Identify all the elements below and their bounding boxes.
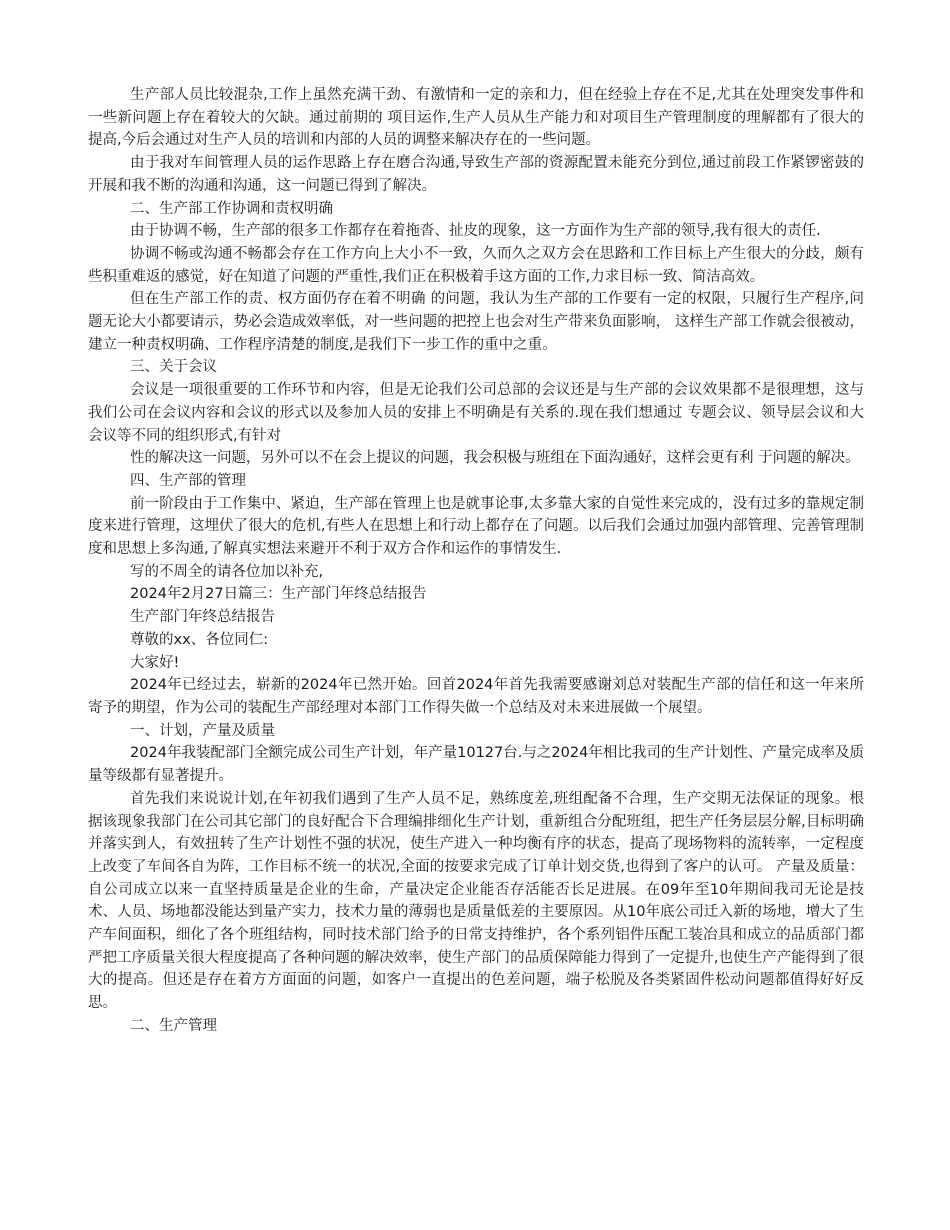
section-heading-management: 四、生产部的管理 [130, 472, 247, 489]
greeting: 大家好! [130, 654, 180, 671]
section-heading-coordination: 二、生产部工作协调和责权明确 [130, 200, 334, 217]
paragraph-meetings: 会议是一项很重要的工作环节和内容，但是无论我们公司总部的会议还是与生产部的会议效果都不是很理想，这与我们公司在会议内容和会议的形式以及参加人员的安排上不明确是有关系的.现在我们想通过 专题会议、领导层会议和大会议等不同的组织形式,有针对 [88, 382, 864, 444]
section-heading-meetings: 三、关于会议 [130, 359, 218, 376]
paragraph-meetings-continued: 性的解决这一问题，另外可以不在会上提议的问题，我会积极与班组在下面沟通好，这样会更有利 于问题的解决。 [130, 450, 860, 467]
paragraph-staff-experience: 生产部人员比较混杂,工作上虽然充满干劲、有激情和一定的亲和力，但在经验上存在不足,尤其在处理突发事件和一些新问题上存在着较大的欠缺。通过前期的 项目运作,生产人员从生产能力和对项目生产管理制度的理解都有了很大的提高,今后会通过对生产人员的培训和内部的人员的调整来解决存在的一些问题。 [88, 87, 864, 149]
report-title: 生产部门年终总结报告 [130, 609, 276, 626]
section-heading-plan-output-quality: 一、计划，产量及质量 [130, 722, 276, 739]
section-heading-production-management: 二、生产管理 [130, 1017, 218, 1034]
date-line: 2024年2月27日篇三：生产部门年终总结报告 [130, 586, 427, 603]
paragraph-annual-output: 2024年我装配部门全额完成公司生产计划，年产量10127台.与之2024年相比我司的生产计划性、产量完成率及质量等级都有显著提升。 [88, 745, 864, 785]
document-page [88, 84, 864, 1038]
paragraph-workshop-communication: 由于我对车间管理人员的运作思路上存在磨合沟通,导致生产部的资源配置未能充分到位,通过前段工作紧锣密鼓的开展和我不断的沟通和沟通，这一问题已得到了解决。 [88, 155, 864, 194]
paragraph-management: 前一阶段由于工作集中、紧迫，生产部在管理上也是就事论事,太多靠大家的自觉性来完成的，没有过多的靠规定制度来进行管理，这埋伏了很大的危机,有些人在思想上和行动上都存在了问题。以后我们会通过加强内部管理、完善管理制度和思想上多沟通,了解真实想法来避开不利于双方合作和运作的事情发生. [88, 495, 864, 558]
paragraph-closing-remark: 写的不周全的请各位加以补充, [130, 563, 324, 580]
paragraph-introduction: 2024年已经过去，崭新的2024年已然开始。回首2024年首先我需要感谢刘总对装配生产部的信任和这一年来所寄予的期望，作为公司的装配生产部经理对本部门工作得失做一个总结及对未来进展做一个展望。 [88, 677, 864, 716]
paragraph-coordination-problem: 由于协调不畅，生产部的很多工作都存在着拖沓、扯皮的现象，这一方面作为生产部的领导,我有很大的责任. [130, 223, 821, 240]
paragraph-responsibility: 但在生产部工作的责、权方面仍存在着不明确 的问题，我认为生产部的工作要有一定的权限，只履行生产程序,问题无论大小都要请示，势必会造成效率低，对一些问题的把控上也会对生产带来负面影响， 这样生产部工作就会很被动，建立一种责权明确、工作程序清楚的制度,是我们下一步工作的重中之重。 [88, 291, 864, 353]
paragraph-coordination-effects: 协调不畅或沟通不畅都会存在工作方向上大小不一致，久而久之双方会在思路和工作目标上产生很大的分歧，颇有些积重难返的感觉，好在知道了问题的严重性,我们正在积极着手这方面的工作,力求目标一致、简洁高效。 [88, 245, 864, 285]
salutation: 尊敬的xx、各位同仁: [130, 631, 269, 648]
paragraph-plan-and-quality: 首先我们来说说计划,在年初我们遇到了生产人员不足，熟练度差,班组配备不合理，生产交期无法保证的现象。根据该现象我部门在公司其它部门的良好配合下合理编排细化生产计划，重新组合分配班组，把生产任务层层分解,目标明确并落实到人，有效扭转了生产计划性不强的状况，使生产进入一种均衡有序的状态，提高了现场物料的流转率，一定程度上改变了车间各自为阵，工作目标不统一的状况,全面的按要求完成了订单计划交货,也得到了客户的认可。 产量及质量：自公司成立以来一直坚持质量是企业的生命，产量决定企业能否存活能否长足进展。在09年至10年期间我司无论是技术、人员、场地都没能达到量产实力，技术力量的薄弱也是质量低差的主要原因。从10年底公司迁入新的场地，增大了生产车间面积，细化了各个班组结构，同时技术部门给予的日常支持维护，各个系列铝件压配工装冶具和成立的品质部门都严把工序质量关很大程度提高了各种问题的解决效率，使生产部门的品质保障能力得到了一定提升,也使生产产能得到了很大的提高。但还是存在着方方面面的问题，如客户一直提出的色差问题，端子松脱及各类紧固件松动问题都值得好好反思。 [88, 790, 864, 1012]
